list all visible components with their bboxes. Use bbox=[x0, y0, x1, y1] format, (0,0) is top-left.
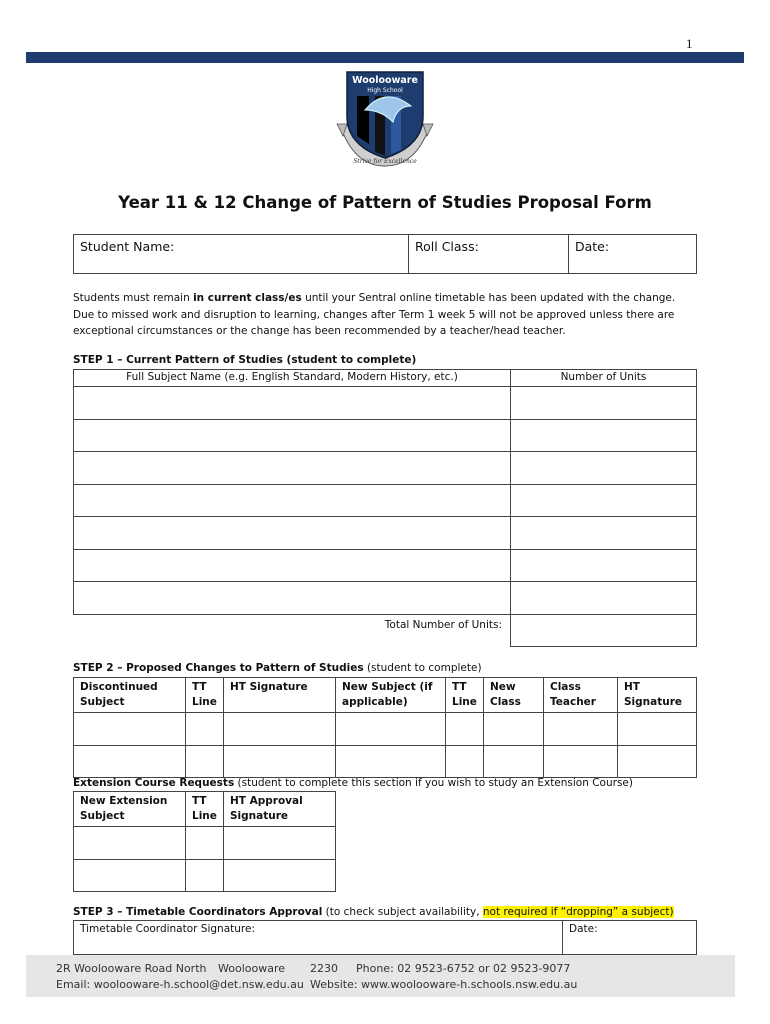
form-title: Year 11 & 12 Change of Pattern of Studies Proposal Form bbox=[118, 193, 652, 212]
student-name-label: Student Name: bbox=[80, 239, 175, 254]
step2-table bbox=[73, 677, 697, 778]
step2-col-discontinued: Discontinued Subject bbox=[74, 678, 186, 713]
footer-address: 2R Woolooware Road North bbox=[56, 962, 207, 975]
step3-table bbox=[73, 920, 697, 955]
total-units-label: Total Number of Units: bbox=[384, 618, 502, 631]
extension-table bbox=[73, 791, 336, 892]
table-cell[interactable] bbox=[186, 713, 224, 746]
table-cell[interactable] bbox=[224, 745, 336, 778]
ext-col-tt-line: TT Line bbox=[186, 792, 224, 827]
step2-col-class-teacher: Class Teacher bbox=[544, 678, 618, 713]
step2-col-new-subject: New Subject (if applicable) bbox=[336, 678, 446, 713]
units-input[interactable] bbox=[511, 452, 697, 485]
footer-email[interactable]: Email: woolooware-h.school@det.nsw.edu.au bbox=[56, 978, 304, 991]
units-input[interactable] bbox=[511, 387, 697, 420]
table-cell[interactable] bbox=[186, 827, 224, 860]
page-number: 1 bbox=[686, 36, 693, 51]
table-cell[interactable] bbox=[484, 745, 544, 778]
table-cell[interactable] bbox=[74, 745, 186, 778]
subject-input[interactable] bbox=[74, 484, 511, 517]
date-field[interactable] bbox=[569, 235, 697, 274]
step1-col-units: Number of Units bbox=[511, 370, 697, 387]
footer-suburb: Woolooware bbox=[218, 962, 285, 975]
table-cell[interactable] bbox=[224, 859, 336, 892]
table-cell[interactable] bbox=[336, 745, 446, 778]
table-cell[interactable] bbox=[484, 713, 544, 746]
coordinator-signature-field[interactable] bbox=[74, 921, 563, 955]
subject-input[interactable] bbox=[74, 549, 511, 582]
student-info-table bbox=[73, 234, 697, 274]
date-label: Date: bbox=[575, 239, 610, 254]
units-input[interactable] bbox=[511, 549, 697, 582]
step1-table bbox=[73, 369, 697, 647]
extension-heading-bold: Extension Course Requests bbox=[73, 777, 235, 789]
footer-website[interactable]: Website: www.woolooware-h.schools.nsw.edu.au bbox=[310, 978, 578, 991]
intro-p1-bold: in current class/es bbox=[193, 292, 302, 304]
subject-input[interactable] bbox=[74, 582, 511, 615]
table-cell[interactable] bbox=[446, 745, 484, 778]
table-cell[interactable] bbox=[186, 745, 224, 778]
table-cell[interactable] bbox=[74, 827, 186, 860]
step2-col-tt-line: TT Line bbox=[186, 678, 224, 713]
total-units-input[interactable] bbox=[511, 614, 697, 647]
table-cell[interactable] bbox=[446, 713, 484, 746]
step1-heading bbox=[73, 354, 416, 366]
ext-col-ht-approval: HT Approval Signature bbox=[224, 792, 336, 827]
ext-col-subject: New Extension Subject bbox=[74, 792, 186, 827]
table-cell[interactable] bbox=[74, 713, 186, 746]
step1-col-subject: Full Subject Name (e.g. English Standard, Modern History, etc.) bbox=[74, 370, 511, 387]
units-input[interactable] bbox=[511, 582, 697, 615]
logo-sub: High School bbox=[367, 87, 403, 94]
subject-input[interactable] bbox=[74, 387, 511, 420]
units-input[interactable] bbox=[511, 484, 697, 517]
step3-heading bbox=[73, 906, 674, 918]
table-cell[interactable] bbox=[544, 713, 618, 746]
logo-name: Woolooware bbox=[352, 75, 418, 86]
step2-heading-bold: STEP 2 – Proposed Changes to Pattern of Studies bbox=[73, 662, 364, 674]
extension-heading bbox=[73, 777, 633, 789]
step2-heading-normal: (student to complete) bbox=[363, 662, 482, 674]
table-cell[interactable] bbox=[224, 827, 336, 860]
table-cell[interactable] bbox=[618, 713, 697, 746]
step2-col-new-class: New Class bbox=[484, 678, 544, 713]
student-name-field[interactable] bbox=[74, 235, 409, 274]
school-crest-logo bbox=[335, 66, 435, 172]
table-cell[interactable] bbox=[74, 859, 186, 892]
logo-motto: Strive for Excellence bbox=[353, 158, 417, 165]
coordinator-date-field[interactable] bbox=[563, 921, 697, 955]
extension-heading-normal: (student to complete this section if you wish to study an Extension Course) bbox=[234, 777, 633, 789]
intro-p3: exceptional circumstances or the change has been recommended by a teacher/head teacher. bbox=[73, 325, 566, 337]
footer-postcode: 2230 bbox=[310, 962, 338, 975]
coordinator-signature-label: Timetable Coordinator Signature: bbox=[80, 923, 255, 935]
step3-heading-normal: (to check subject availability, bbox=[322, 906, 483, 918]
roll-class-label: Roll Class: bbox=[415, 239, 479, 254]
intro-p1-c: until your Sentral online timetable has been updated with the change. bbox=[301, 292, 676, 304]
step2-col-tt-line-2: TT Line bbox=[446, 678, 484, 713]
table-cell[interactable] bbox=[186, 859, 224, 892]
subject-input[interactable] bbox=[74, 452, 511, 485]
subject-input[interactable] bbox=[74, 419, 511, 452]
step2-col-ht-signature: HT Signature bbox=[224, 678, 336, 713]
roll-class-field[interactable] bbox=[409, 235, 569, 274]
intro-text bbox=[73, 290, 697, 340]
step3-heading-bold: STEP 3 – Timetable Coordinators Approval bbox=[73, 906, 323, 918]
step2-heading bbox=[73, 662, 482, 674]
intro-p1-a: Students must remain bbox=[73, 292, 194, 304]
step2-col-ht-signature-2: HT Signature bbox=[618, 678, 697, 713]
header-bar bbox=[26, 52, 744, 63]
table-cell[interactable] bbox=[336, 713, 446, 746]
table-cell[interactable] bbox=[618, 745, 697, 778]
table-cell[interactable] bbox=[544, 745, 618, 778]
intro-p2: Due to missed work and disruption to learning, changes after Term 1 week 5 will not be approved unless there are bbox=[73, 308, 675, 321]
footer-phone: Phone: 02 9523-6752 or 02 9523-9077 bbox=[356, 962, 571, 975]
units-input[interactable] bbox=[511, 419, 697, 452]
subject-input[interactable] bbox=[74, 517, 511, 550]
step1-heading-text: STEP 1 – Current Pattern of Studies (student to complete) bbox=[73, 354, 417, 366]
coordinator-date-label: Date: bbox=[569, 923, 598, 935]
units-input[interactable] bbox=[511, 517, 697, 550]
footer bbox=[26, 955, 735, 997]
step3-heading-highlight: not required if “dropping” a subject) bbox=[482, 906, 674, 918]
table-cell[interactable] bbox=[224, 713, 336, 746]
